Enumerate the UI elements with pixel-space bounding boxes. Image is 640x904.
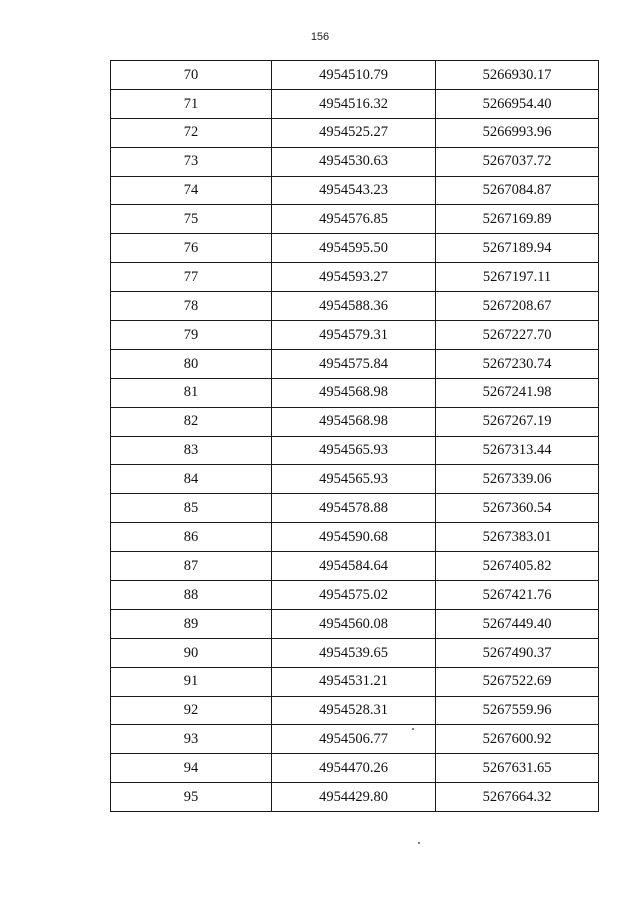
y-coordinate-cell: 5267169.89 [436,205,599,234]
point-number-cell: 74 [111,176,272,205]
x-coordinate-cell: 4954543.23 [272,176,436,205]
x-coordinate-cell: 4954506.77 [272,725,436,754]
point-number-cell: 94 [111,754,272,783]
point-number-cell: 92 [111,696,272,725]
y-coordinate-cell: 5267490.37 [436,638,599,667]
point-number-cell: 81 [111,378,272,407]
table-row [111,263,599,292]
y-coordinate-cell: 5267360.54 [436,494,599,523]
y-coordinate-cell: 5267559.96 [436,696,599,725]
table-row [111,725,599,754]
point-number-cell: 72 [111,118,272,147]
point-number-cell: 75 [111,205,272,234]
point-number-cell: 79 [111,321,272,350]
point-number-cell: 93 [111,725,272,754]
point-number-cell: 91 [111,667,272,696]
y-coordinate-cell: 5267037.72 [436,147,599,176]
y-coordinate-cell: 5266930.17 [436,61,599,90]
table-row [111,783,599,812]
y-coordinate-cell: 5267241.98 [436,378,599,407]
point-number-cell: 83 [111,436,272,465]
point-number-cell: 84 [111,465,272,494]
table-row [111,552,599,581]
table-row [111,436,599,465]
x-coordinate-cell: 4954568.98 [272,407,436,436]
y-coordinate-cell: 5266993.96 [436,118,599,147]
point-number-cell: 77 [111,263,272,292]
x-coordinate-cell: 4954578.88 [272,494,436,523]
y-coordinate-cell: 5267600.92 [436,725,599,754]
point-number-cell: 82 [111,407,272,436]
point-number-cell: 76 [111,234,272,263]
x-coordinate-cell: 4954584.64 [272,552,436,581]
y-coordinate-cell: 5267189.94 [436,234,599,263]
y-coordinate-cell: 5267208.67 [436,292,599,321]
table-row [111,321,599,350]
point-number-cell: 73 [111,147,272,176]
y-coordinate-cell: 5267449.40 [436,609,599,638]
table-row [111,407,599,436]
coordinates-table [110,60,599,812]
table-row [111,292,599,321]
x-coordinate-cell: 4954516.32 [272,89,436,118]
x-coordinate-cell: 4954525.27 [272,118,436,147]
x-coordinate-cell: 4954576.85 [272,205,436,234]
point-number-cell: 95 [111,783,272,812]
table-row [111,609,599,638]
x-coordinate-cell: 4954575.84 [272,349,436,378]
table-row [111,638,599,667]
table-row [111,61,599,90]
y-coordinate-cell: 5267197.11 [436,263,599,292]
x-coordinate-cell: 4954565.93 [272,465,436,494]
scan-speck [418,842,420,844]
x-coordinate-cell: 4954429.80 [272,783,436,812]
point-number-cell: 70 [111,61,272,90]
table-row [111,378,599,407]
x-coordinate-cell: 4954528.31 [272,696,436,725]
x-coordinate-cell: 4954568.98 [272,378,436,407]
y-coordinate-cell: 5267339.06 [436,465,599,494]
table-row [111,349,599,378]
table-row [111,176,599,205]
table-row [111,147,599,176]
table-row [111,754,599,783]
x-coordinate-cell: 4954588.36 [272,292,436,321]
point-number-cell: 71 [111,89,272,118]
page-number: 156 [310,31,330,43]
y-coordinate-cell: 5267230.74 [436,349,599,378]
table-row [111,205,599,234]
x-coordinate-cell: 4954590.68 [272,523,436,552]
coordinates-table-body [111,61,599,812]
point-number-cell: 90 [111,638,272,667]
x-coordinate-cell: 4954530.63 [272,147,436,176]
y-coordinate-cell: 5267421.76 [436,581,599,610]
x-coordinate-cell: 4954470.26 [272,754,436,783]
x-coordinate-cell: 4954510.79 [272,61,436,90]
table-row [111,465,599,494]
table-row [111,523,599,552]
scan-speck [412,728,414,730]
y-coordinate-cell: 5267631.65 [436,754,599,783]
table-row [111,696,599,725]
point-number-cell: 85 [111,494,272,523]
x-coordinate-cell: 4954539.65 [272,638,436,667]
table-row [111,581,599,610]
y-coordinate-cell: 5267383.01 [436,523,599,552]
y-coordinate-cell: 5267084.87 [436,176,599,205]
table-row [111,667,599,696]
point-number-cell: 89 [111,609,272,638]
y-coordinate-cell: 5267267.19 [436,407,599,436]
y-coordinate-cell: 5266954.40 [436,89,599,118]
point-number-cell: 78 [111,292,272,321]
x-coordinate-cell: 4954593.27 [272,263,436,292]
point-number-cell: 80 [111,349,272,378]
x-coordinate-cell: 4954575.02 [272,581,436,610]
table-row [111,118,599,147]
y-coordinate-cell: 5267664.32 [436,783,599,812]
x-coordinate-cell: 4954579.31 [272,321,436,350]
point-number-cell: 86 [111,523,272,552]
table-row [111,494,599,523]
y-coordinate-cell: 5267405.82 [436,552,599,581]
table-row [111,234,599,263]
x-coordinate-cell: 4954531.21 [272,667,436,696]
x-coordinate-cell: 4954560.08 [272,609,436,638]
point-number-cell: 87 [111,552,272,581]
table-row [111,89,599,118]
y-coordinate-cell: 5267313.44 [436,436,599,465]
point-number-cell: 88 [111,581,272,610]
y-coordinate-cell: 5267522.69 [436,667,599,696]
x-coordinate-cell: 4954595.50 [272,234,436,263]
x-coordinate-cell: 4954565.93 [272,436,436,465]
y-coordinate-cell: 5267227.70 [436,321,599,350]
